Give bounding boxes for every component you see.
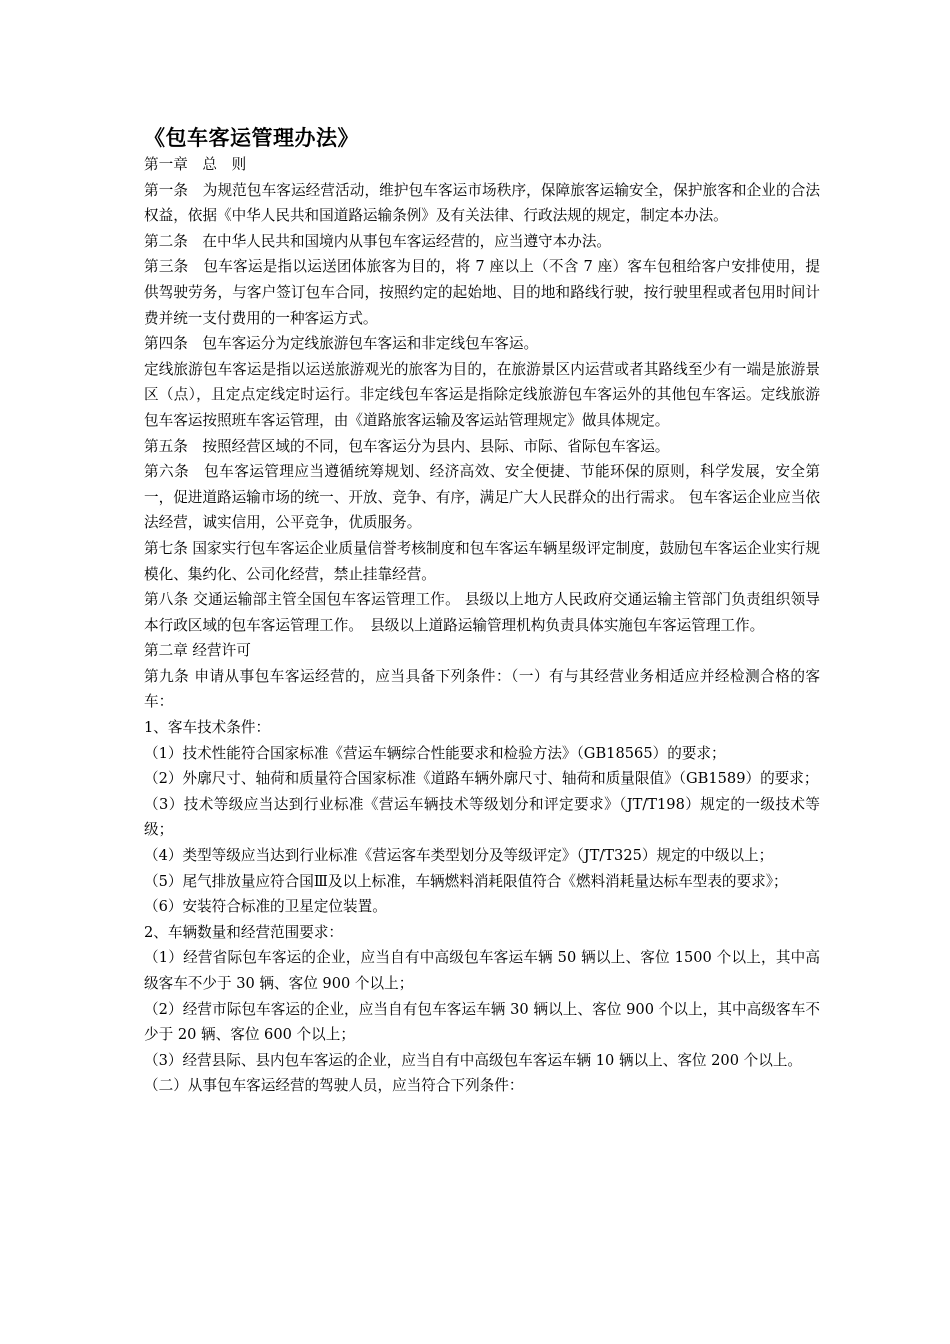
- document-body: [144, 152, 820, 1099]
- list-item: （3）经营县际、县内包车客运的企业，应当自有中高级包车客运车辆 10 辆以上、客位 200 个以上。: [144, 1051, 803, 1069]
- article-paragraph: 第二条 在中华人民共和国境内从事包车客运经营的，应当遵守本办法。: [144, 232, 612, 250]
- list-item: （5）尾气排放量应符合国Ⅲ及以上标准，车辆燃料消耗限值符合《燃料消耗量达标车型表的要求》；: [144, 872, 788, 890]
- list-item: （3）技术等级应当达到行业标准《营运车辆技术等级划分和评定要求》（JT/T198）规定的一级技术等级；: [144, 795, 820, 839]
- list-item: （4）类型等级应当达到行业标准《营运客车类型划分及等级评定》（JT/T325）规定的中级以上；: [144, 847, 774, 865]
- list-item: （1）技术性能符合国家标准《营运车辆综合性能要求和检验方法》（GB18565）的要求；: [144, 744, 726, 762]
- document-title: 《包车客运管理办法》: [144, 126, 359, 150]
- article-paragraph: 第六条 包车客运管理应当遵循统筹规划、经济高效、安全便捷、节能环保的原则，科学发展，安全第一，促进道路运输市场的统一、开放、竞争、有序，满足广大人民群众的出行需求。 包车客运企业应当依法经营，诚实信用，公平竞争，优质服务。: [144, 463, 820, 532]
- list-heading: 2、车辆数量和经营范围要求：: [144, 923, 344, 941]
- article-paragraph: 第九条 申请从事包车客运经营的，应当具备下列条件：（一）有与其经营业务相适应并经检测合格的客车：: [144, 667, 820, 711]
- article-paragraph: 第八条 交通运输部主管全国包车客运管理工作。 县级以上地方人民政府交通运输主管部门负责组织领导本行政区域的包车客运管理工作。 县级以上道路运输管理机构负责具体实施包车客运管理工作。: [144, 591, 820, 634]
- article-paragraph: 第五条 按照经营区域的不同，包车客运分为县内、县际、市际、省际包车客运。: [144, 437, 670, 455]
- article-paragraph: 定线旅游包车客运是指以运送旅游观光的旅客为目的，在旅游景区内运营或者其路线至少有一端是旅游景区（点），且定点定线定时运行。非定线包车客运是指除定线旅游包车客运外的其他包车客运。定线旅游包车客运按照班车客运管理，由《道路旅客运输及客运站管理规定》做具体规定。: [144, 360, 820, 429]
- chapter-heading: 第二章 经营许可: [144, 642, 251, 660]
- article-paragraph: 第一条 为规范包车客运经营活动，维护包车客运市场秩序，保障旅客运输安全，保护旅客和企业的合法权益，依据《中华人民共和国道路运输条例》及有关法律、行政法规的规定，制定本办法。: [144, 181, 820, 225]
- document-page: [144, 124, 820, 1099]
- list-item: （2）经营市际包车客运的企业，应当自有包车客运车辆 30 辆以上、客位 900 个以上，其中高级客车不少于 20 辆、客位 600 个以上；: [144, 1000, 820, 1044]
- list-item: （1）经营省际包车客运的企业，应当自有中高级包车客运车辆 50 辆以上、客位 1500 个以上，其中高级客车不少于 30 辆、客位 900 个以上；: [144, 949, 820, 992]
- list-item: （2）外廓尺寸、轴荷和质量符合国家标准《道路车辆外廓尺寸、轴荷和质量限值》（GB1589）的要求；: [144, 770, 819, 788]
- list-item: （6）安装符合标准的卫星定位装置。: [144, 898, 387, 916]
- article-paragraph: 第七条 国家实行包车客运企业质量信誉考核制度和包车客运车辆星级评定制度，鼓励包车客运企业实行规模化、集约化、公司化经营，禁止挂靠经营。: [144, 539, 820, 583]
- article-paragraph: 第四条 包车客运分为定线旅游包车客运和非定线包车客运。: [144, 335, 539, 353]
- list-heading: （二）从事包车客运经营的驾驶人员，应当符合下列条件：: [144, 1077, 524, 1095]
- article-paragraph: 第三条 包车客运是指以运送团体旅客为目的，将 7 座以上（不含 7 座）客车包租给客户安排使用，提供驾驶劳务，与客户签订包车合同，按照约定的起始地、目的地和路线行驶，按行驶里程或者包用时间计费并统一支付费用的一种客运方式。: [144, 258, 820, 327]
- list-heading: 1、客车技术条件：: [144, 719, 271, 737]
- chapter-heading: 第一章 总 则: [144, 156, 247, 173]
